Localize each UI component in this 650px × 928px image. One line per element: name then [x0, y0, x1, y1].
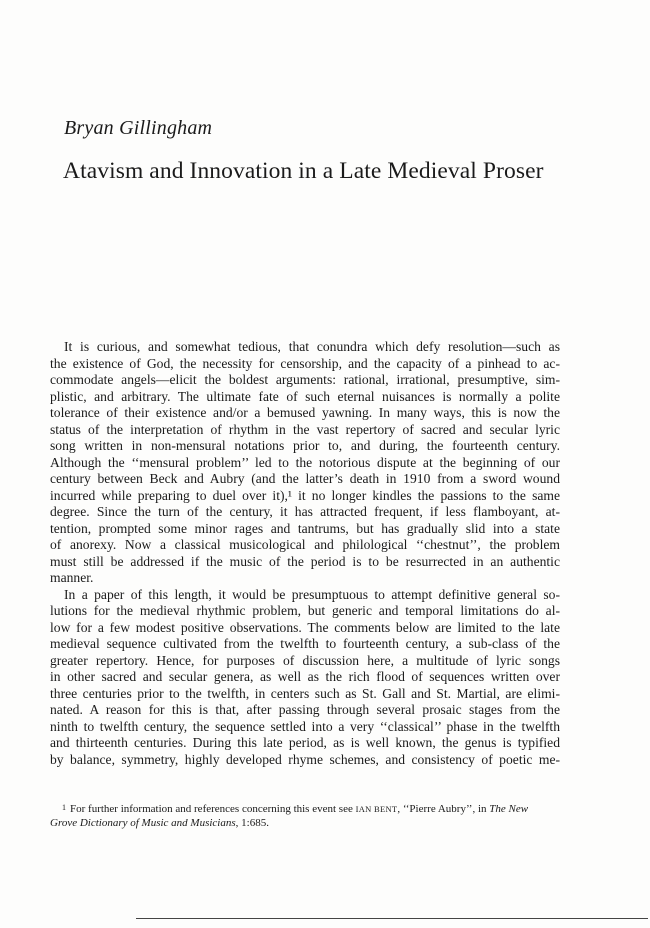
body-line: It is curious, and somewhat tedious, that conundra which defy resolution—such as [64, 339, 560, 354]
body-line: lutions for the medieval rhythmic problem, but generic and temporal limitations do al- [50, 603, 560, 618]
author-name: Bryan Gillingham [64, 117, 213, 139]
footnote-author: IAN BENT [355, 804, 398, 814]
body-line: plistic, and arbitrary. The ultimate fate of such eternal nuisances is normally a polite [50, 388, 560, 404]
body-line: manner. [50, 570, 94, 585]
body-line: the existence of God, the necessity for censorship, and the capacity of a pinhead to ac- [50, 355, 560, 371]
body-line: ninth to twelfth century, the sequence settled into a very ‘‘classical’’ phase in the twelfth [50, 718, 560, 734]
body-line: by balance, symmetry, highly developed rhyme schemes, and consistency of poetic me- [50, 751, 560, 767]
footnote-line [50, 800, 560, 816]
body-line: commodate angels—elicit the boldest arguments: rational, irrational, presumptive, sim- [50, 372, 560, 387]
body-line: greater repertory. Hence, for purposes of discussion here, a multitude of lyric songs [50, 652, 560, 668]
footnote-citation: The New [489, 803, 529, 815]
article-body [50, 339, 560, 768]
footnote [50, 800, 560, 831]
body-line: song written in non-mensural notations prior to, and during, the fourteenth century. [50, 438, 560, 453]
body-line: incurred while preparing to duel over it),¹ it no longer kindles the passions to the same [50, 487, 560, 503]
body-line: century between Beck and Aubry (and the latter’s death in 1910 from a sword wound [50, 471, 560, 486]
footnote-text: , ‘‘Pierre Aubry’’, in [397, 803, 487, 815]
footnote-mark: 1 [62, 803, 66, 812]
body-line: In a paper of this length, it would be presumptuous to attempt definitive general so- [64, 586, 560, 602]
body-line: in other sacred and secular genera, as well as the rich flood of sequences written over [50, 669, 560, 684]
body-line: must still be addressed if the music of the period is to be resurrected in an authentic [50, 553, 560, 569]
body-line: three centuries prior to the twelfth, in centers such as St. Gall and St. Martial, are elimi- [50, 685, 560, 701]
body-line: status of the interpretation of rhythm in the vast repertory of sacred and secular lyric [50, 421, 560, 437]
footnote-text: , 1:685. [235, 816, 269, 829]
body-line: tolerance of their existence and/or a bemused yawning. In many ways, this is now the [50, 405, 560, 420]
footnote-citation: Grove Dictionary of Music and Musicians [50, 816, 236, 829]
body-line: degree. Since the turn of the century, it has attracted frequent, if less flamboyant, at- [50, 504, 560, 519]
article-title: Atavism and Innovation in a Late Medieval Proser [63, 158, 544, 184]
body-line: tention, prompted some minor rages and tantrums, but has gradually slid into a state [50, 520, 560, 536]
body-line: medieval sequence cultivated from the twelfth to fourteenth century, a sub-class of the [50, 636, 560, 651]
body-line: of anorexy. Now a classical musicological and philological ‘‘chestnut’’, the problem [50, 537, 560, 552]
footnote-text: For further information and references concerning this event see [70, 803, 353, 815]
body-line: low for a few modest positive observations. The comments below are limited to the late [50, 619, 560, 635]
footnote-line [50, 816, 560, 832]
body-line: Although the ‘‘mensural problem’’ led to the notorious dispute at the beginning of our [50, 454, 560, 470]
page-bottom-rule [136, 918, 648, 919]
body-line: nated. A reason for this is that, after passing through several prosaic stages from the [50, 702, 560, 717]
body-line: and thirteenth centuries. During this late period, as is well known, the genus is typified [50, 735, 560, 750]
